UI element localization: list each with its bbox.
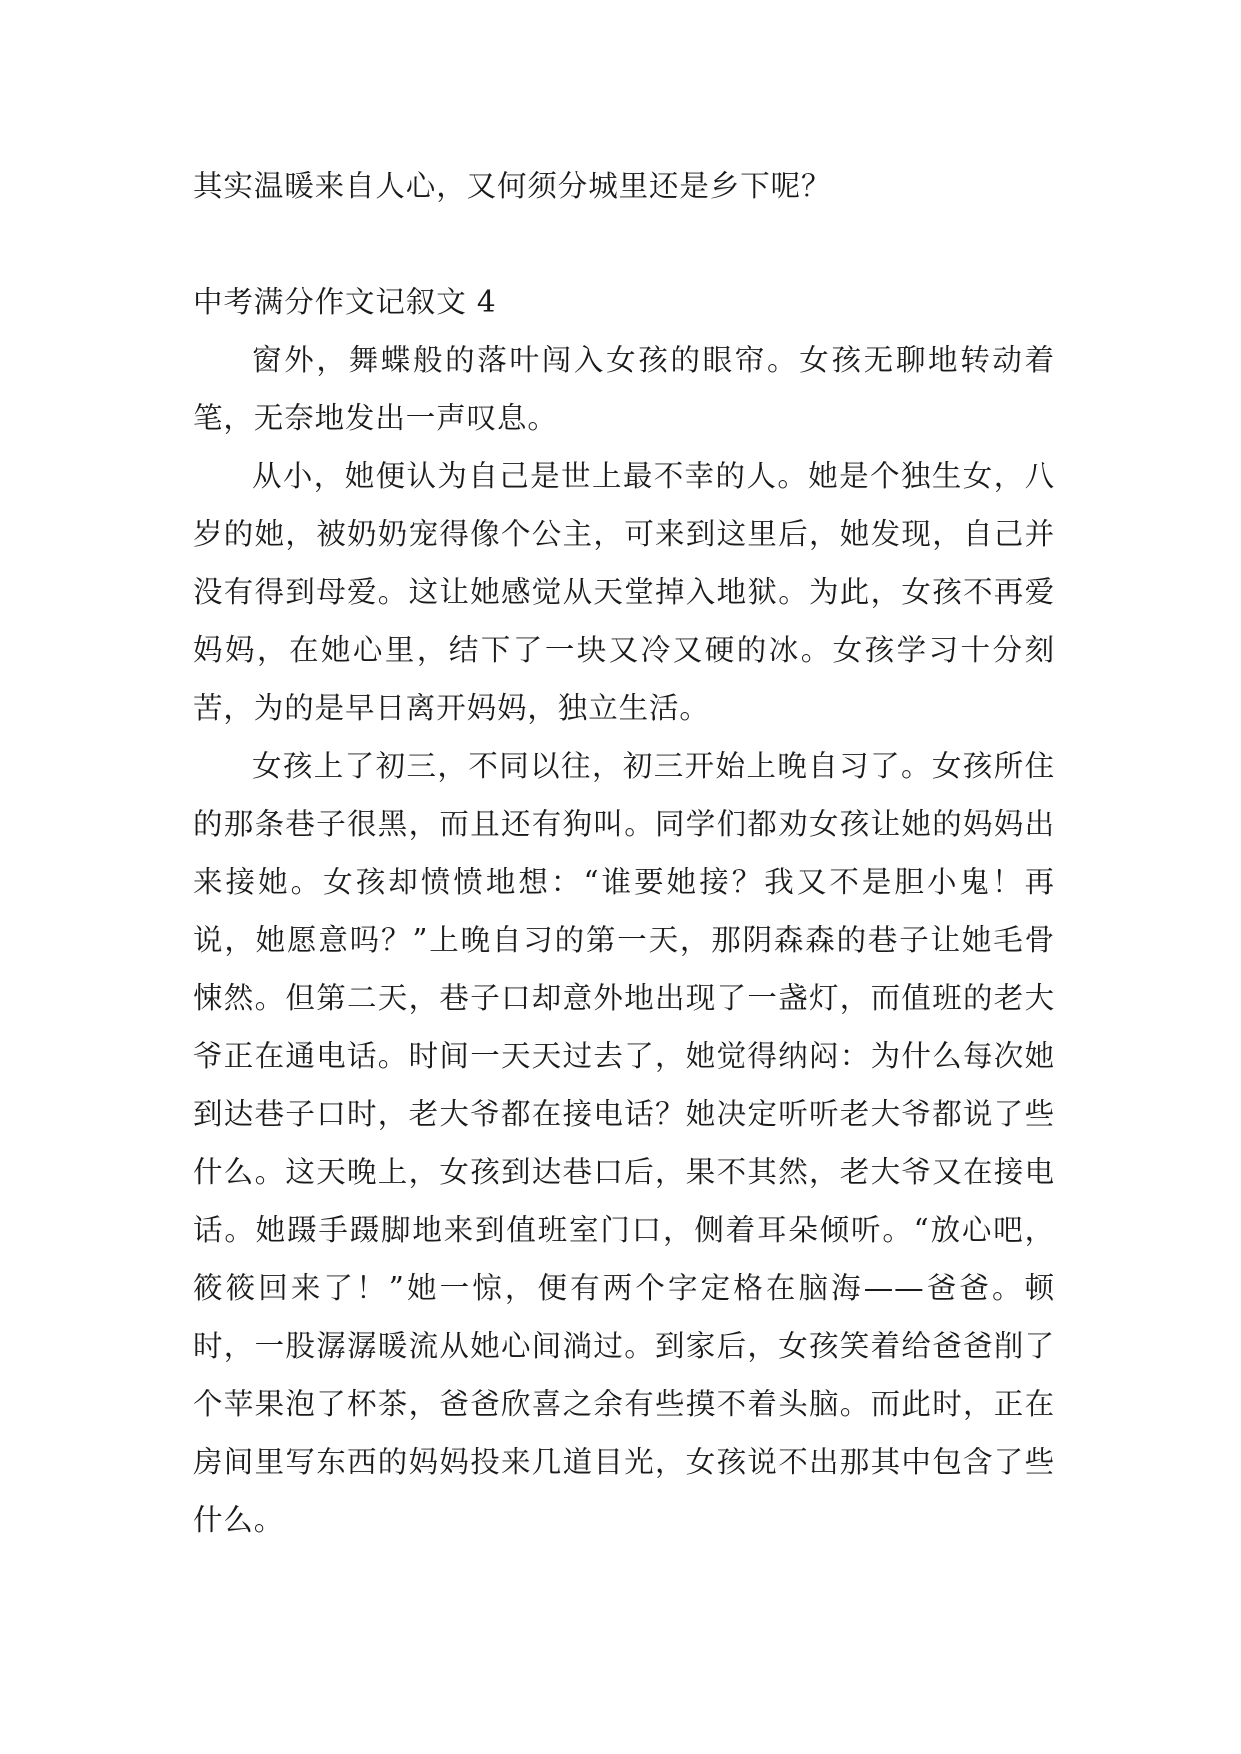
essay-heading: 中考满分作文记叙文 4 bbox=[193, 285, 497, 319]
document-body bbox=[193, 157, 1055, 1549]
previous-essay-closing-line: 其实温暖来自人心，又何须分城里还是乡下呢？ bbox=[193, 169, 832, 203]
paragraph-3: 女孩上了初三，不同以往，初三开始上晚自习了。女孩所住的那条巷子很黑，而且还有狗叫。同学们都劝女孩让她的妈妈出来接她。女孩却愤愤地想：“谁要她接？我又不是胆小鬼！再说，她愿意吗？”上晚自习的第一天，那阴森森的巷子让她毛骨悚然。但第二天，巷子口却意外地出现了一盏灯，而值班的老大爷正在通电话。时间一天天过去了，她觉得纳闷：为什么每次她到达巷子口时，老大爷都在接电话？她决定听听老大爷都说了些什么。这天晚上，女孩到达巷口后，果不其然，老大爷又在接电话。她蹑手蹑脚地来到值班室门口，侧着耳朵倾听。“放心吧，筱筱回来了！”她一惊，便有两个字定格在脑海——爸爸。顿时，一股潺潺暖流从她心间淌过。到家后，女孩笑着给爸爸削了个苹果泡了杯茶，爸爸欣喜之余有些摸不着头脑。而此时，正在房间里写东西的妈妈投来几道目光，女孩说不出那其中包含了些什么。 bbox=[193, 749, 1055, 1537]
paragraph-1: 窗外，舞蝶般的落叶闯入女孩的眼帘。女孩无聊地转动着笔，无奈地发出一声叹息。 bbox=[193, 343, 1055, 435]
paragraph-2: 从小，她便认为自己是世上最不幸的人。她是个独生女，八岁的她，被奶奶宠得像个公主，可来到这里后，她发现，自己并没有得到母爱。这让她感觉从天堂掉入地狱。为此，女孩不再爱妈妈，在她心里，结下了一块又冷又硬的冰。女孩学习十分刻苦，为的是早日离开妈妈，独立生活。 bbox=[193, 459, 1055, 725]
